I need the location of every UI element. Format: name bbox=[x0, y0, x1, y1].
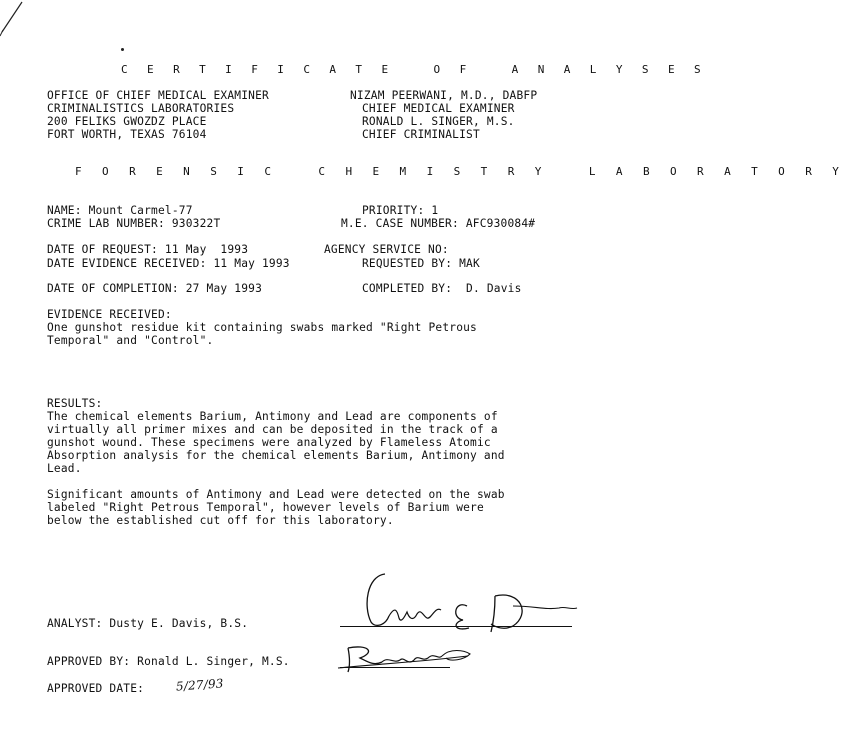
results-line: virtually all primer mixes and can be deposited in the track of a bbox=[47, 423, 498, 436]
results-line: The chemical elements Barium, Antimony and Lead are components of bbox=[47, 410, 498, 423]
evidence-line: One gunshot residue kit containing swabs marked "Right Petrous bbox=[47, 321, 477, 334]
approver-signature-rule bbox=[340, 667, 450, 668]
office-line: FORT WORTH, TEXAS 76104 bbox=[47, 128, 207, 141]
official-line: CHIEF CRIMINALIST bbox=[362, 128, 480, 141]
date-of-completion: DATE OF COMPLETION: 27 May 1993 bbox=[47, 282, 262, 295]
results-line: Absorption analysis for the chemical elements Barium, Antimony and bbox=[47, 449, 505, 462]
analyst-line: ANALYST: Dusty E. Davis, B.S. bbox=[47, 617, 249, 630]
office-line: CRIMINALISTICS LABORATORIES bbox=[47, 102, 235, 115]
date-evidence-received: DATE EVIDENCE RECEIVED: 11 May 1993 bbox=[47, 257, 290, 270]
approved-date-label: APPROVED DATE: bbox=[47, 682, 145, 695]
office-line: 200 FELIKS GWOZDZ PLACE bbox=[47, 115, 207, 128]
approved-by-line: APPROVED BY: Ronald L. Singer, M.S. bbox=[47, 655, 290, 668]
date-of-request: DATE OF REQUEST: 11 May 1993 bbox=[47, 243, 249, 256]
official-line: RONALD L. SINGER, M.S. bbox=[362, 115, 515, 128]
completed-by: COMPLETED BY: D. Davis bbox=[362, 282, 522, 295]
case-name: NAME: Mount Carmel-77 bbox=[47, 204, 193, 217]
results-line: below the established cut off for this laboratory. bbox=[47, 514, 394, 527]
results-heading: RESULTS: bbox=[47, 397, 103, 410]
results-line: gunshot wound. These specimens were analyzed by Flameless Atomic bbox=[47, 436, 491, 449]
evidence-heading: EVIDENCE RECEIVED: bbox=[47, 308, 172, 321]
requested-by: REQUESTED BY: MAK bbox=[362, 257, 480, 270]
lab-title: F O R E N S I C C H E M I S T R Y L A B O R A T O R Y bbox=[75, 165, 846, 178]
agency-service-no: AGENCY SERVICE NO: bbox=[324, 243, 449, 256]
scan-mark bbox=[0, 0, 40, 40]
office-line: OFFICE OF CHIEF MEDICAL EXAMINER bbox=[47, 89, 269, 102]
me-case-number: M.E. CASE NUMBER: AFC930084# bbox=[341, 217, 536, 230]
priority: PRIORITY: 1 bbox=[362, 204, 439, 217]
speck bbox=[121, 48, 124, 51]
certificate-title: C E R T I F I C A T E O F A N A L Y S E S bbox=[121, 63, 708, 76]
analyst-signature bbox=[345, 566, 580, 636]
approved-date-value: 5/27/93 bbox=[175, 676, 225, 694]
official-line: CHIEF MEDICAL EXAMINER bbox=[362, 102, 515, 115]
evidence-line: Temporal" and "Control". bbox=[47, 334, 214, 347]
results-line: Significant amounts of Antimony and Lead were detected on the swab bbox=[47, 488, 505, 501]
crime-lab-number: CRIME LAB NUMBER: 930322T bbox=[47, 217, 221, 230]
approver-signature bbox=[338, 638, 478, 676]
official-line: NIZAM PEERWANI, M.D., DABFP bbox=[350, 89, 538, 102]
results-line: Lead. bbox=[47, 462, 82, 475]
results-line: labeled "Right Petrous Temporal", however levels of Barium were bbox=[47, 501, 484, 514]
